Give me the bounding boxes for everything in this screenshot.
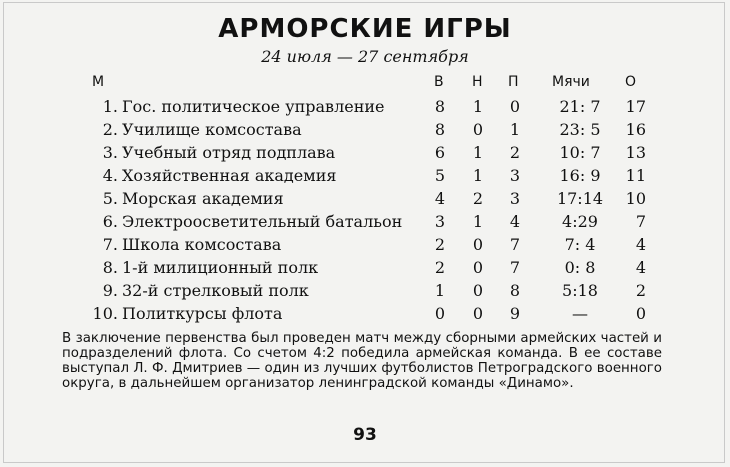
team-name: Гос. политическое управление — [122, 97, 385, 116]
team-name: Морская академия — [122, 189, 284, 208]
team-name: Училище комсостава — [122, 120, 302, 139]
points: 4 — [635, 258, 646, 277]
header-goals: Мячи — [552, 74, 590, 90]
header-draws: Н — [472, 74, 483, 90]
losses: 0 — [509, 97, 521, 116]
wins: 2 — [434, 258, 446, 277]
page-number: 93 — [353, 425, 377, 445]
wins: 5 — [434, 166, 446, 185]
draws: 1 — [472, 212, 484, 231]
draws: 0 — [472, 258, 484, 277]
row-number: 6. — [102, 212, 118, 231]
points: 2 — [635, 281, 646, 300]
row-number: 10. — [92, 304, 118, 323]
points: 10 — [625, 189, 646, 208]
row-number: 8. — [102, 258, 118, 277]
wins: 8 — [434, 120, 446, 139]
wins: 8 — [434, 97, 446, 116]
points: 16 — [625, 120, 646, 139]
points: 7 — [635, 212, 646, 231]
table-row — [0, 304, 730, 327]
goals: 17:14 — [556, 189, 604, 208]
date-range: 24 июля — 27 сентября — [261, 47, 469, 66]
points: 0 — [635, 304, 646, 323]
team-name: Учебный отряд подплава — [122, 143, 336, 162]
losses: 4 — [509, 212, 521, 231]
goals: — — [572, 304, 588, 323]
losses: 7 — [509, 235, 521, 254]
losses: 8 — [509, 281, 521, 300]
table-row — [0, 281, 730, 304]
page-title: АРМОРСКИЕ ИГРЫ — [218, 14, 512, 44]
header-losses: П — [508, 74, 519, 90]
wins: 2 — [434, 235, 446, 254]
points: 4 — [635, 235, 646, 254]
header-wins: В — [434, 74, 444, 90]
table-row — [0, 235, 730, 258]
points: 11 — [625, 166, 646, 185]
row-number: 9. — [102, 281, 118, 300]
team-name: Хозяйственная академия — [122, 166, 337, 185]
row-number: 4. — [102, 166, 118, 185]
goals: 4:29 — [562, 212, 598, 231]
table-row — [0, 143, 730, 166]
losses: 3 — [509, 189, 521, 208]
draws: 0 — [472, 235, 484, 254]
losses: 9 — [509, 304, 521, 323]
goals: 21: 7 — [559, 97, 601, 116]
goals: 5:18 — [562, 281, 598, 300]
header-place: М — [92, 74, 105, 90]
row-number: 1. — [102, 97, 118, 116]
losses: 2 — [509, 143, 521, 162]
goals: 7: 4 — [564, 235, 596, 254]
goals: 10: 7 — [559, 143, 601, 162]
draws: 1 — [472, 143, 484, 162]
row-number: 2. — [102, 120, 118, 139]
losses: 3 — [509, 166, 521, 185]
goals: 23: 5 — [559, 120, 601, 139]
table-row — [0, 120, 730, 143]
row-number: 7. — [102, 235, 118, 254]
wins: 1 — [434, 281, 446, 300]
draws: 2 — [472, 189, 484, 208]
draws: 0 — [472, 304, 484, 323]
team-name: Школа комсостава — [122, 235, 282, 254]
draws: 0 — [472, 281, 484, 300]
draws: 0 — [472, 120, 484, 139]
losses: 7 — [509, 258, 521, 277]
wins: 6 — [434, 143, 446, 162]
team-name: 1-й милиционный полк — [122, 258, 319, 277]
wins: 0 — [434, 304, 446, 323]
header-points: О — [625, 74, 637, 90]
team-name: 32-й стрелковый полк — [122, 281, 309, 300]
table-row — [0, 189, 730, 212]
wins: 4 — [434, 189, 446, 208]
points: 17 — [625, 97, 646, 116]
draws: 1 — [472, 166, 484, 185]
table-row — [0, 258, 730, 281]
table-row — [0, 212, 730, 235]
draws: 1 — [472, 97, 484, 116]
team-name: Политкурсы флота — [122, 304, 283, 323]
losses: 1 — [509, 120, 521, 139]
goals: 16: 9 — [559, 166, 601, 185]
closing-paragraph: В заключение первенства был проведен матч между сборными армейских частей и подразделений флота. Со счетом 4:2 победила армейская команда. В ее составе выступал Л. Ф. Дмитриев — один из лучших футболистов Петроградского военного округа, в дальнейшем организатор ленинградской команды «Динамо». — [62, 331, 662, 391]
row-number: 3. — [102, 143, 118, 162]
goals: 0: 8 — [564, 258, 596, 277]
team-name: Электроосветительный батальон — [122, 212, 403, 231]
table-row — [0, 97, 730, 120]
row-number: 5. — [102, 189, 118, 208]
points: 13 — [625, 143, 646, 162]
wins: 3 — [434, 212, 446, 231]
table-row — [0, 166, 730, 189]
